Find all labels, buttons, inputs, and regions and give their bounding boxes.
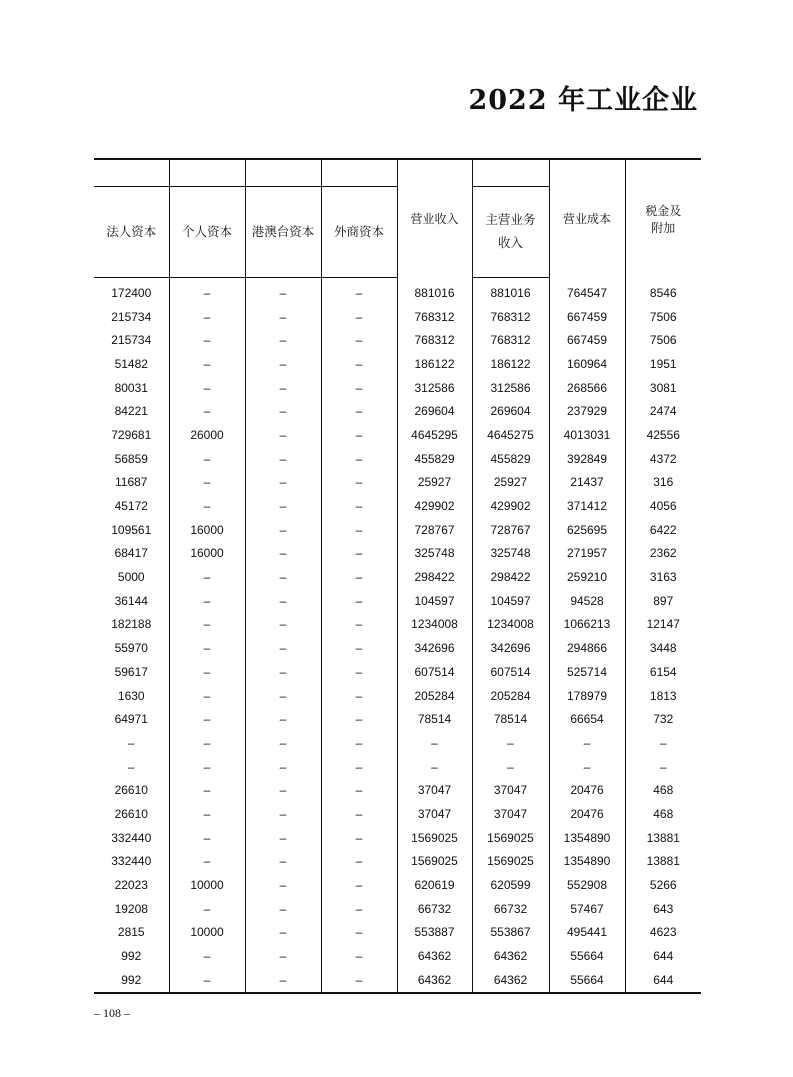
table-cell: –	[321, 542, 397, 566]
table-cell: –	[169, 278, 245, 305]
table-cell: 1569025	[472, 850, 549, 874]
table-cell: 172400	[111, 285, 152, 300]
table-cell: –	[245, 305, 321, 329]
table-cell: –	[321, 921, 397, 945]
table-cell: 1354890	[549, 850, 625, 874]
table-cell: –	[169, 684, 245, 708]
table-cell: 3081	[625, 376, 701, 400]
table-cell: –	[397, 731, 472, 755]
header-foreign-capital: 外商资本	[321, 187, 397, 278]
table-cell: –	[245, 471, 321, 495]
table-cell: 7506	[625, 305, 701, 329]
table-cell: 768312	[472, 305, 549, 329]
table-cell: 312586	[472, 376, 549, 400]
table-cell: 26610	[114, 783, 148, 798]
table-cell: 325748	[472, 542, 549, 566]
table-cell: 6154	[625, 660, 701, 684]
table-cell: 13881	[625, 826, 701, 850]
table-cell: 2474	[625, 399, 701, 423]
table-cell: –	[245, 897, 321, 921]
table-cell: 78514	[472, 707, 549, 731]
table-cell: –	[321, 423, 397, 447]
table-cell: 37047	[397, 802, 472, 826]
table-cell: –	[169, 589, 245, 613]
table-cell: 620599	[472, 873, 549, 897]
table-cell: 342696	[472, 636, 549, 660]
table-cell: –	[321, 447, 397, 471]
table-cell: –	[169, 660, 245, 684]
table-cell: –	[321, 802, 397, 826]
table-cell: 4645295	[397, 423, 472, 447]
table-cell: 298422	[472, 565, 549, 589]
table-cell: –	[245, 707, 321, 731]
table-cell: 64362	[397, 944, 472, 968]
table-cell: –	[321, 518, 397, 542]
table-cell: 6422	[625, 518, 701, 542]
table-cell: –	[169, 802, 245, 826]
table-cell: 644	[625, 944, 701, 968]
table-cell: –	[245, 376, 321, 400]
table-cell: –	[245, 613, 321, 637]
table-row	[94, 778, 701, 802]
table-cell: –	[169, 494, 245, 518]
table-cell: –	[321, 494, 397, 518]
table-cell: 26000	[169, 423, 245, 447]
table-cell: –	[245, 494, 321, 518]
table-cell: 215734	[111, 309, 152, 324]
table-cell: –	[245, 542, 321, 566]
table-row	[94, 589, 701, 613]
page-title: 2022 年工业企业	[468, 85, 698, 116]
table-cell: –	[549, 731, 625, 755]
table-cell: 12147	[625, 613, 701, 637]
table-cell: –	[245, 278, 321, 305]
table-row	[94, 636, 701, 660]
table-cell: –	[625, 731, 701, 755]
table-cell: 55970	[114, 641, 148, 656]
table-cell: 312586	[397, 376, 472, 400]
table-cell: 992	[121, 949, 142, 964]
table-cell: 104597	[472, 589, 549, 613]
table-cell: –	[169, 826, 245, 850]
table-cell: 205284	[397, 684, 472, 708]
table-cell: 42556	[625, 423, 701, 447]
table-cell: 1951	[625, 352, 701, 376]
table-cell: –	[169, 352, 245, 376]
table-cell: 64362	[472, 944, 549, 968]
table-cell: 186122	[397, 352, 472, 376]
table-cell: 20476	[549, 802, 625, 826]
table-cell: 768312	[472, 328, 549, 352]
table-cell: 332440	[111, 830, 152, 845]
table-cell: –	[549, 755, 625, 779]
table-cell: 1066213	[549, 613, 625, 637]
table-cell: 215734	[111, 333, 152, 348]
table-cell: 80031	[114, 380, 148, 395]
table-cell: –	[321, 873, 397, 897]
table-cell: 269604	[397, 399, 472, 423]
header-main-business-revenue: 主营业务 收入	[472, 187, 549, 278]
table-cell: –	[245, 921, 321, 945]
table-cell: –	[169, 755, 245, 779]
table-cell: 495441	[549, 921, 625, 945]
table-cell: 342696	[397, 636, 472, 660]
table-cell: 16000	[169, 542, 245, 566]
table-cell: 553887	[397, 921, 472, 945]
table-cell: 64971	[114, 712, 148, 727]
table-cell: –	[169, 447, 245, 471]
table-cell: –	[321, 613, 397, 637]
table-cell: 332440	[111, 854, 152, 869]
table-cell: 56859	[114, 451, 148, 466]
table-cell: –	[245, 684, 321, 708]
table-cell: –	[321, 352, 397, 376]
table-cell: 625695	[549, 518, 625, 542]
header-top-row	[94, 159, 701, 187]
table-cell: –	[245, 802, 321, 826]
table-cell: 59617	[114, 664, 148, 679]
table-cell: –	[169, 778, 245, 802]
table-cell: –	[321, 755, 397, 779]
table-row	[94, 684, 701, 708]
header-taxes-surcharges: 税金及 附加	[625, 159, 701, 278]
table-cell: –	[245, 636, 321, 660]
table-cell: 4372	[625, 447, 701, 471]
table-cell: 1630	[117, 688, 145, 703]
table-cell: 51482	[114, 356, 148, 371]
table-cell: –	[321, 471, 397, 495]
table-cell: 25927	[472, 471, 549, 495]
header-hk-macao-taiwan-capital: 港澳台资本	[245, 187, 321, 278]
table-cell: –	[397, 755, 472, 779]
table-cell: –	[245, 778, 321, 802]
table-cell: –	[245, 518, 321, 542]
table-cell: –	[321, 850, 397, 874]
table-cell: –	[245, 826, 321, 850]
table-cell: –	[321, 305, 397, 329]
table-cell: 109561	[111, 522, 152, 537]
table-cell: –	[169, 944, 245, 968]
table-cell: 26610	[114, 806, 148, 821]
table-cell: 728767	[472, 518, 549, 542]
table-cell: –	[472, 755, 549, 779]
table-cell: –	[169, 376, 245, 400]
table-cell: 68417	[114, 546, 148, 561]
table-cell: 429902	[397, 494, 472, 518]
table-row	[94, 399, 701, 423]
table-cell: 371412	[549, 494, 625, 518]
table-cell: –	[245, 328, 321, 352]
table-cell: 66654	[549, 707, 625, 731]
table-cell: –	[245, 850, 321, 874]
table-row	[94, 328, 701, 352]
table-row	[94, 565, 701, 589]
table-cell: 667459	[549, 328, 625, 352]
table-row	[94, 850, 701, 874]
header-operating-revenue: 营业收入	[397, 159, 472, 278]
table-cell: 3163	[625, 565, 701, 589]
table-cell: –	[245, 731, 321, 755]
table-cell: –	[245, 589, 321, 613]
table-cell: 259210	[549, 565, 625, 589]
table-cell: 94528	[549, 589, 625, 613]
table-cell: 1354890	[549, 826, 625, 850]
table-cell: –	[321, 399, 397, 423]
table-cell: 992	[94, 968, 169, 993]
table-cell: –	[321, 778, 397, 802]
table-row	[94, 352, 701, 376]
table-cell: 732	[625, 707, 701, 731]
header-legal-person-capital: 法人资本	[94, 187, 169, 278]
table-cell: 64362	[472, 968, 549, 993]
table-cell: 237929	[549, 399, 625, 423]
table-cell: –	[321, 589, 397, 613]
table-cell: 268566	[549, 376, 625, 400]
table-cell: 36144	[114, 593, 148, 608]
table-cell: 186122	[472, 352, 549, 376]
table-cell: 294866	[549, 636, 625, 660]
table-row	[94, 305, 701, 329]
table-cell: 643	[625, 897, 701, 921]
table-cell: –	[245, 660, 321, 684]
table-cell: 271957	[549, 542, 625, 566]
table-cell: –	[245, 968, 321, 993]
table-cell: –	[472, 731, 549, 755]
table-cell: 11687	[115, 475, 148, 490]
table-cell: –	[321, 636, 397, 660]
table-cell: 66732	[397, 897, 472, 921]
table-cell: 64362	[397, 968, 472, 993]
table-cell: 468	[625, 802, 701, 826]
table-cell: 16000	[169, 518, 245, 542]
table-cell: 429902	[472, 494, 549, 518]
table-cell: –	[169, 305, 245, 329]
table-cell: –	[169, 707, 245, 731]
table-cell: –	[321, 707, 397, 731]
table-row	[94, 423, 701, 447]
table-cell: 5000	[117, 570, 145, 585]
table-cell: –	[127, 735, 135, 750]
table-cell: –	[245, 755, 321, 779]
table-cell: –	[169, 328, 245, 352]
table-cell: –	[169, 897, 245, 921]
table-cell: 55664	[549, 968, 625, 993]
table-cell: –	[321, 328, 397, 352]
table-cell: –	[169, 850, 245, 874]
table-cell: 881016	[397, 278, 472, 305]
table-row	[94, 518, 701, 542]
table-row	[94, 921, 701, 945]
table-cell: 553867	[472, 921, 549, 945]
table-cell: 468	[625, 778, 701, 802]
table-cell: 4013031	[549, 423, 625, 447]
table-cell: 55664	[549, 944, 625, 968]
table-cell: –	[169, 471, 245, 495]
table-cell: 1569025	[472, 826, 549, 850]
table-cell: –	[169, 613, 245, 637]
header-individual-capital: 个人资本	[169, 187, 245, 278]
table-cell: –	[245, 352, 321, 376]
table-row	[94, 707, 701, 731]
table-row	[94, 944, 701, 968]
table-cell: 728767	[397, 518, 472, 542]
table-cell: –	[245, 399, 321, 423]
table-cell: –	[245, 447, 321, 471]
table-cell: 644	[625, 968, 701, 993]
table-row	[94, 755, 701, 779]
table-cell: 729681	[111, 427, 152, 442]
table-cell: 37047	[472, 778, 549, 802]
table-cell: 392849	[549, 447, 625, 471]
table-cell: 667459	[549, 305, 625, 329]
table-cell: 2362	[625, 542, 701, 566]
table-row	[94, 968, 701, 993]
table-cell: –	[321, 376, 397, 400]
table-cell: –	[169, 968, 245, 993]
table-row	[94, 542, 701, 566]
table-row	[94, 494, 701, 518]
table-cell: 45172	[114, 499, 148, 514]
table-cell: 768312	[397, 328, 472, 352]
table-cell: 455829	[397, 447, 472, 471]
table-cell: 182188	[111, 617, 152, 632]
table-cell: 552908	[549, 873, 625, 897]
table-cell: 269604	[472, 399, 549, 423]
table-cell: 10000	[169, 873, 245, 897]
table-cell: 881016	[472, 278, 549, 305]
table-cell: –	[321, 660, 397, 684]
table-cell: 4623	[625, 921, 701, 945]
table-cell: –	[169, 565, 245, 589]
table-cell: 525714	[549, 660, 625, 684]
table-cell: –	[321, 565, 397, 589]
table-cell: 37047	[397, 778, 472, 802]
table-cell: –	[321, 897, 397, 921]
table-row	[94, 660, 701, 684]
table-row	[94, 873, 701, 897]
table-cell: –	[321, 968, 397, 993]
table-row	[94, 278, 701, 305]
table-cell: 22023	[114, 878, 148, 893]
table-cell: 20476	[549, 778, 625, 802]
table-row	[94, 731, 701, 755]
table-cell: –	[625, 755, 701, 779]
table-cell: 768312	[397, 305, 472, 329]
data-table	[94, 158, 701, 994]
table-cell: 4056	[625, 494, 701, 518]
table-cell: 455829	[472, 447, 549, 471]
table-row	[94, 802, 701, 826]
table-cell: 1569025	[397, 850, 472, 874]
table-cell: –	[245, 423, 321, 447]
table-cell: 66732	[472, 897, 549, 921]
table-cell: 764547	[549, 278, 625, 305]
table-cell: 78514	[397, 707, 472, 731]
table-row	[94, 897, 701, 921]
table-cell: 7506	[625, 328, 701, 352]
table-cell: 19208	[114, 901, 148, 916]
table-cell: –	[169, 731, 245, 755]
table-cell: –	[321, 826, 397, 850]
table-cell: 178979	[549, 684, 625, 708]
table-cell: 21437	[549, 471, 625, 495]
table-cell: 84221	[114, 404, 148, 419]
header-operating-cost: 营业成本	[549, 159, 625, 278]
table-cell: –	[321, 684, 397, 708]
table-cell: 25927	[397, 471, 472, 495]
table-cell: –	[169, 399, 245, 423]
table-cell: –	[321, 278, 397, 305]
table-cell: 160964	[549, 352, 625, 376]
table-cell: 1569025	[397, 826, 472, 850]
table-row	[94, 376, 701, 400]
table-row	[94, 447, 701, 471]
table-cell: 3448	[625, 636, 701, 660]
table-cell: 104597	[397, 589, 472, 613]
table-cell: 57467	[549, 897, 625, 921]
table-cell: 607514	[397, 660, 472, 684]
table-cell: 1813	[625, 684, 701, 708]
table-cell: –	[321, 944, 397, 968]
page-number: – 108 –	[94, 1006, 130, 1020]
table-cell: –	[245, 873, 321, 897]
table-cell: 10000	[169, 921, 245, 945]
table-cell: –	[245, 565, 321, 589]
table-cell: 298422	[397, 565, 472, 589]
table-cell: 1234008	[397, 613, 472, 637]
table-cell: 607514	[472, 660, 549, 684]
table-row	[94, 613, 701, 637]
table-cell: 620619	[397, 873, 472, 897]
table-cell: 205284	[472, 684, 549, 708]
table-cell: 8546	[625, 278, 701, 305]
table-row	[94, 471, 701, 495]
table-cell: 13881	[625, 850, 701, 874]
table-cell: 4645275	[472, 423, 549, 447]
table-cell: 1234008	[472, 613, 549, 637]
table-cell: 325748	[397, 542, 472, 566]
table-cell: 2815	[117, 925, 145, 940]
table-cell: –	[321, 731, 397, 755]
table-cell: –	[169, 636, 245, 660]
table-cell: –	[127, 759, 135, 774]
table-cell: –	[245, 944, 321, 968]
table-cell: 5266	[625, 873, 701, 897]
table-cell: 897	[625, 589, 701, 613]
table-cell: 316	[625, 471, 701, 495]
table-cell: 37047	[472, 802, 549, 826]
table-row	[94, 826, 701, 850]
